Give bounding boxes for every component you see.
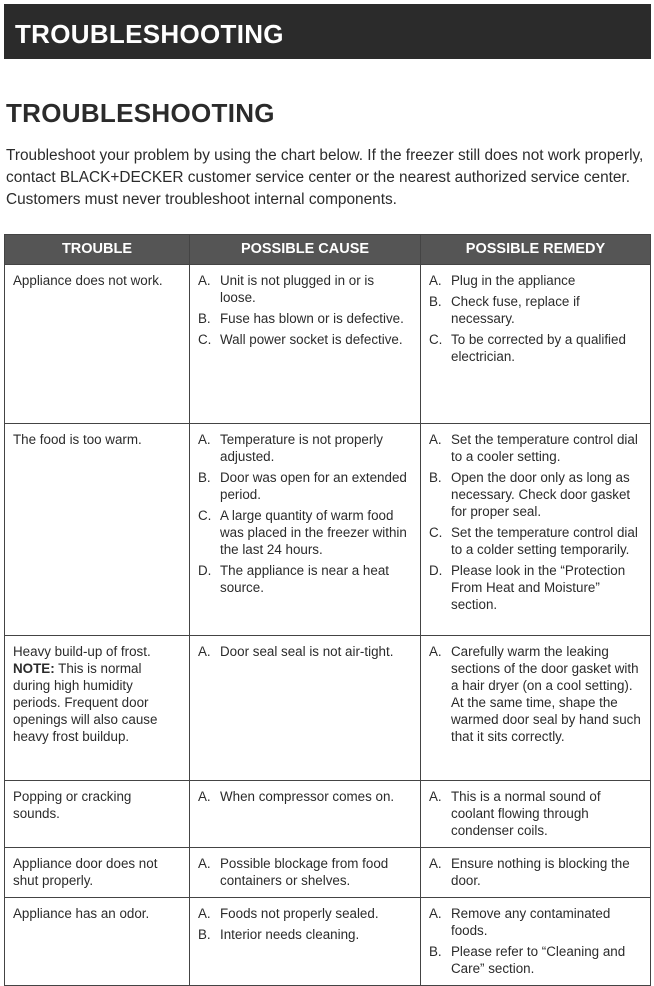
item-letter: D. bbox=[198, 563, 212, 578]
trouble-cell bbox=[5, 898, 190, 986]
remedy-cell bbox=[421, 898, 651, 986]
cause-item bbox=[198, 469, 412, 503]
remedy-item bbox=[429, 272, 642, 289]
remedy-item bbox=[429, 293, 642, 327]
item-text: Remove any contaminated foods. bbox=[451, 906, 611, 938]
item-text: Fuse has blown or is defective. bbox=[220, 311, 404, 326]
trouble-cell bbox=[5, 424, 190, 636]
cause-cell bbox=[190, 424, 421, 636]
cause-cell bbox=[190, 898, 421, 986]
cause-item bbox=[198, 431, 412, 465]
cause-item bbox=[198, 926, 412, 943]
item-letter: A. bbox=[198, 789, 211, 804]
item-letter: C. bbox=[198, 332, 212, 347]
item-letter: A. bbox=[429, 644, 442, 659]
item-text: When compressor comes on. bbox=[220, 789, 395, 804]
table-row bbox=[5, 898, 651, 986]
remedy-item bbox=[429, 524, 642, 558]
item-letter: B. bbox=[198, 311, 211, 326]
item-text: To be corrected by a qualified electrician. bbox=[451, 332, 626, 364]
trouble-text: The food is too warm. bbox=[13, 432, 142, 447]
item-letter: A. bbox=[429, 856, 442, 871]
item-text: Wall power socket is defective. bbox=[220, 332, 403, 347]
table-header-row bbox=[5, 235, 651, 265]
cause-cell bbox=[190, 636, 421, 781]
item-letter: B. bbox=[429, 944, 442, 959]
table-row bbox=[5, 636, 651, 781]
item-letter: A. bbox=[198, 273, 211, 288]
trouble-cell bbox=[5, 781, 190, 848]
item-text: Possible blockage from food containers or shelves. bbox=[220, 856, 389, 888]
cause-item bbox=[198, 310, 412, 327]
table-row bbox=[5, 424, 651, 636]
item-letter: C. bbox=[429, 525, 443, 540]
cause-item bbox=[198, 331, 412, 348]
item-text: Check fuse, replace if necessary. bbox=[451, 294, 580, 326]
cause-item bbox=[198, 788, 412, 805]
remedy-item bbox=[429, 855, 642, 889]
trouble-text: Appliance door does not shut properly. bbox=[13, 856, 158, 888]
trouble-text: Popping or cracking sounds. bbox=[13, 789, 132, 821]
remedy-cell bbox=[421, 424, 651, 636]
remedy-cell bbox=[421, 848, 651, 898]
item-letter: C. bbox=[198, 508, 212, 523]
section-title: TROUBLESHOOTING bbox=[6, 98, 275, 128]
item-text: Please refer to “Cleaning and Care” section. bbox=[451, 944, 626, 976]
item-text: The appliance is near a heat source. bbox=[220, 563, 389, 595]
item-letter: A. bbox=[429, 906, 442, 921]
banner-title: TROUBLESHOOTING bbox=[15, 19, 284, 49]
item-text: This is a normal sound of coolant flowing through condenser coils. bbox=[451, 789, 601, 838]
item-letter: B. bbox=[429, 470, 442, 485]
item-letter: D. bbox=[429, 563, 443, 578]
item-text: Unit is not plugged in or is loose. bbox=[220, 273, 375, 305]
header-trouble: TROUBLE bbox=[5, 235, 190, 265]
remedy-item bbox=[429, 788, 642, 839]
cause-item bbox=[198, 905, 412, 922]
item-letter: B. bbox=[198, 927, 211, 942]
trouble-cell bbox=[5, 848, 190, 898]
intro-paragraph: Troubleshoot your problem by using the chart below. If the freezer still does not work properly, contact BLACK+DECKER customer service center or the nearest authorized service center. Customers must never troubleshoot internal components. bbox=[6, 147, 644, 208]
item-text: Foods not properly sealed. bbox=[220, 906, 379, 921]
item-text: Please look in the “Protection From Heat and Moisture” section. bbox=[451, 563, 626, 612]
item-text: Interior needs cleaning. bbox=[220, 927, 360, 942]
table-row bbox=[5, 848, 651, 898]
cause-cell bbox=[190, 265, 421, 424]
remedy-item bbox=[429, 643, 642, 745]
cause-cell bbox=[190, 848, 421, 898]
remedy-item bbox=[429, 562, 642, 613]
item-text: Temperature is not properly adjusted. bbox=[220, 432, 383, 464]
item-text: A large quantity of warm food was placed in the freezer within the last 24 hours. bbox=[220, 508, 407, 557]
item-text: Open the door only as long as necessary. Check door gasket for proper seal. bbox=[451, 470, 631, 519]
cause-item bbox=[198, 855, 412, 889]
item-text: Door seal seal is not air-tight. bbox=[220, 644, 394, 659]
trouble-text: Appliance does not work. bbox=[13, 273, 163, 288]
item-letter: C. bbox=[429, 332, 443, 347]
remedy-cell bbox=[421, 781, 651, 848]
remedy-cell bbox=[421, 265, 651, 424]
table-row bbox=[5, 781, 651, 848]
cause-item bbox=[198, 562, 412, 596]
item-text: Set the temperature control dial to a cooler setting. bbox=[451, 432, 638, 464]
item-text: Set the temperature control dial to a colder setting temporarily. bbox=[451, 525, 638, 557]
item-letter: A. bbox=[198, 906, 211, 921]
item-text: Door was open for an extended period. bbox=[220, 470, 407, 502]
header-possible-remedy: POSSIBLE REMEDY bbox=[421, 235, 651, 265]
cause-item bbox=[198, 272, 412, 306]
item-text: Carefully warm the leaking sections of the door gasket with a hair dryer (on a cool setting). At the same time, shape the warmed door seal by hand such that it sits correctly. bbox=[451, 644, 641, 744]
remedy-item bbox=[429, 331, 642, 365]
item-letter: A. bbox=[429, 432, 442, 447]
item-letter: A. bbox=[429, 789, 442, 804]
item-text: Ensure nothing is blocking the door. bbox=[451, 856, 630, 888]
trouble-cell bbox=[5, 636, 190, 781]
table-row bbox=[5, 265, 651, 424]
item-letter: A. bbox=[198, 432, 211, 447]
remedy-item bbox=[429, 469, 642, 520]
note-text: This is normal during high humidity periods. Frequent door openings will also cause heavy frost buildup. bbox=[13, 661, 158, 744]
remedy-item bbox=[429, 943, 642, 977]
item-letter: B. bbox=[429, 294, 442, 309]
header-banner bbox=[4, 4, 651, 59]
cause-cell bbox=[190, 781, 421, 848]
troubleshooting-table bbox=[4, 234, 651, 986]
item-text: Plug in the appliance bbox=[451, 273, 576, 288]
trouble-text: Appliance has an odor. bbox=[13, 906, 150, 921]
cause-item bbox=[198, 643, 412, 660]
remedy-cell bbox=[421, 636, 651, 781]
trouble-text: Heavy build-up of frost. bbox=[13, 644, 151, 659]
item-letter: A. bbox=[198, 644, 211, 659]
header-possible-cause: POSSIBLE CAUSE bbox=[190, 235, 421, 265]
item-letter: B. bbox=[198, 470, 211, 485]
cause-item bbox=[198, 507, 412, 558]
trouble-cell bbox=[5, 265, 190, 424]
remedy-item bbox=[429, 905, 642, 939]
remedy-item bbox=[429, 431, 642, 465]
item-letter: A. bbox=[198, 856, 211, 871]
note-label: NOTE: bbox=[13, 661, 55, 676]
item-letter: A. bbox=[429, 273, 442, 288]
